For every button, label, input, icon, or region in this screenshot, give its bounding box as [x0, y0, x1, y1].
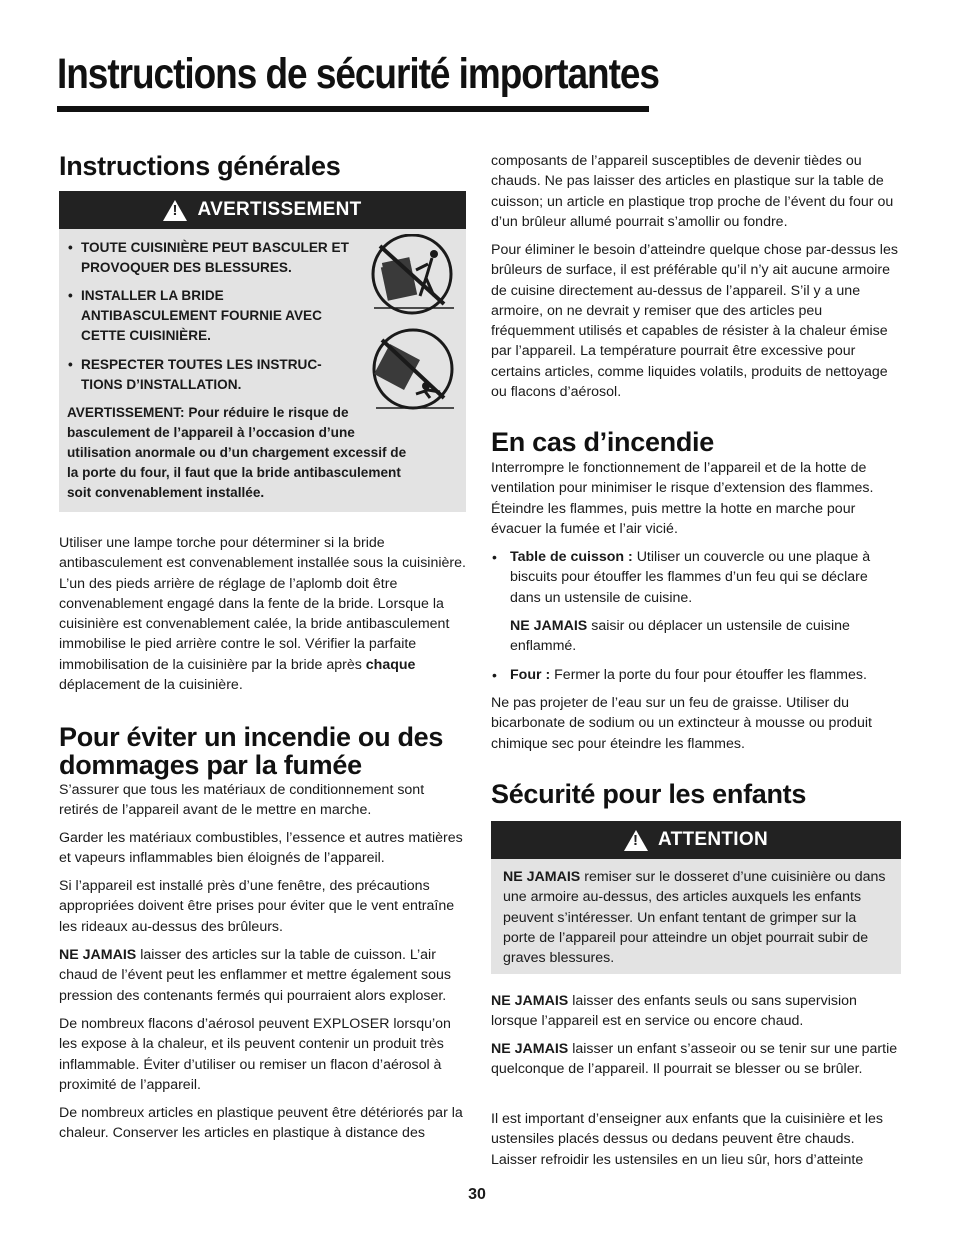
warning-item: • INSTALLER LA BRIDE ANTIBASCULEMENT FOURNIE AVEC CETTE CUISINIÈRE. — [68, 288, 322, 343]
paragraph-interrompre: Interrompre le fonctionnement de l’appareil et de la hotte de ventilation pour minimiser le risque d’extension des flammes. Éteindre les flammes, puis mettre la hotte en marche pour évacuer la fumée et l’air vicié. — [491, 460, 874, 537]
paragraph-asseoir: NE JAMAIS laisser un enfant s’asseoir ou se tenir sur une partie quelconque de l’appareil. Il pourrait se blesser ou se brûler. — [491, 1041, 898, 1078]
page-number: 30 — [468, 1186, 486, 1203]
paragraph-plastique-cont: composants de l’appareil susceptibles de devenir tièdes ou chauds. Ne pas laisser des articles en plastique sur la table de cuisson; un article en plastique trop proche de l’évent du four ou d’un brûleur allumé pourrait s’amollir ou fondre. — [491, 153, 894, 230]
paragraph-aerosol: De nombreux flacons d’aérosol peuvent EXPLOSER lorsqu’on les expose à la chaleur, et ils peuvent contenir un produit très inflammable. Éviter d’utiliser ou remiser un flacon d’aérosol à proximité de l’appareil. — [59, 1016, 451, 1093]
warning-triangle-icon — [163, 200, 187, 221]
attention-label: ATTENTION — [657, 829, 768, 850]
bullet-table-cuisson: Table de cuisson : Utiliser un couvercle ou une plaque à biscuits pour étouffer les flammes d’un feu qui se déclare dans un ustensile de cuisine. — [510, 549, 871, 606]
attention-text: NE JAMAIS remiser sur le dosseret d’une cuisinière ou dans une armoire au-dessus, des articles auxquels les enfants peuvent s’intéresser. Un enfant tentant de grimper sur la porte de l’appareil pour atteindre un objet pourrait subir de graves blessures. — [503, 869, 886, 967]
tip-over-fallen-icon — [370, 328, 456, 412]
warning-item: • RESPECTER TOUTES LES INSTRUC-TIONS D’INSTALLATION. — [68, 357, 322, 392]
heading-enfants: Sécurité pour les enfants — [491, 779, 807, 809]
warning-triangle-icon — [624, 830, 648, 851]
page-title: Instructions de sécurité importantes — [57, 50, 659, 98]
paragraph-graisse: Ne pas projeter de l’eau sur un feu de graisse. Utiliser du bicarbonate de sodium ou un extincteur à mousse ou produit chimique sec pour éteindre les flammes. — [491, 695, 872, 752]
warning-header — [59, 191, 466, 229]
tip-over-warning-icon — [368, 234, 456, 318]
bullet: • — [492, 549, 497, 565]
paragraph-lampe: Utiliser une lampe torche pour déterminer si la bride antibasculement est convenablement installée sous la cuisinière. L’un des pieds arrière de réglage de l’aplomb doit être convenablement engagé dans la fente de la bride. Lorsque la cuisinière est convenablement calée, la bride antibasculement immobilise le pied arrière contre le sol. Vérifier la parfaite immobilisation de la cuisinière par la bride après chaque déplacement de la cuisinière. — [59, 535, 466, 694]
title-rule — [57, 106, 649, 112]
paragraph-ustensile: NE JAMAIS saisir ou déplacer un ustensile de cuisine enflammé. — [510, 618, 850, 655]
paragraph-emballage: S’assurer que tous les matériaux de conditionnement sont retirés de l’appareil avant de le mettre en marche. — [59, 782, 425, 819]
bullet: • — [492, 667, 497, 683]
attention-header — [491, 821, 901, 859]
paragraph-fenetre: Si l’appareil est installé près d’une fenêtre, des précautions appropriées doivent être prises pour éviter que le vent entraîne les rideaux au-dessus des brûleurs. — [59, 878, 455, 935]
warning-note: AVERTISSEMENT: Pour réduire le risque de basculement de l’appareil à l’occasion d’une utilisation anormale ou d’un chargement excessif de la porte du four, il faut que la bride antibasculement soit convenablement installée. — [67, 405, 407, 500]
paragraph-plastique: De nombreux articles en plastique peuvent être détériorés par la chaleur. Conserver les articles en plastique à distance des — [59, 1105, 463, 1142]
paragraph-seuls: NE JAMAIS laisser des enfants seuls ou sans supervision lorsque l’appareil est en service ou encore chaud. — [491, 993, 857, 1030]
heading-fumee: Pour éviter un incendie ou des dommages par la fumée — [59, 722, 444, 780]
paragraph-evente: NE JAMAIS laisser des articles sur la table de cuisson. L’air chaud de l’évent peut les enflammer et mettre également sous pression des contenants fermés qui pourraient alors exploser. — [59, 947, 451, 1004]
bullet-four: Four : Fermer la porte du four pour étouffer les flammes. — [510, 667, 867, 683]
heading-incendie: En cas d’incendie — [491, 427, 714, 457]
paragraph-armoire: Pour éliminer le besoin d’atteindre quelque chose par-dessus les brûleurs de surface, il est préférable qu’il n’y ait aucune armoire de cuisine directement au-dessus de l’appareil. S’il y a une armoire, on ne devrait y remiser que des articles peu fréquemment utilisés et capables de résister à la chaleur émise par l’appareil. La température pourrait être excessive pour certains articles, comme liquides volatils, produits de nettoyage ou flacons d’aérosol. — [491, 242, 898, 401]
heading-general: Instructions générales — [59, 151, 341, 181]
paragraph-materiaux: Garder les matériaux combustibles, l’essence et autres matières et vapeurs inflammables bien éloignés de l’appareil. — [59, 830, 463, 867]
warning-label: AVERTISSEMENT — [197, 199, 362, 220]
paragraph-enseigner: Il est important d’enseigner aux enfants que la cuisinière et les ustensiles placés dessus ou dedans peuvent être chauds. Laisser refroidir les ustensiles en un lieu sûr, hors d’atteinte — [491, 1111, 883, 1168]
warning-item: • TOUTE CUISINIÈRE PEUT BASCULER ET PROVOQUER DES BLESSURES. — [68, 240, 349, 275]
